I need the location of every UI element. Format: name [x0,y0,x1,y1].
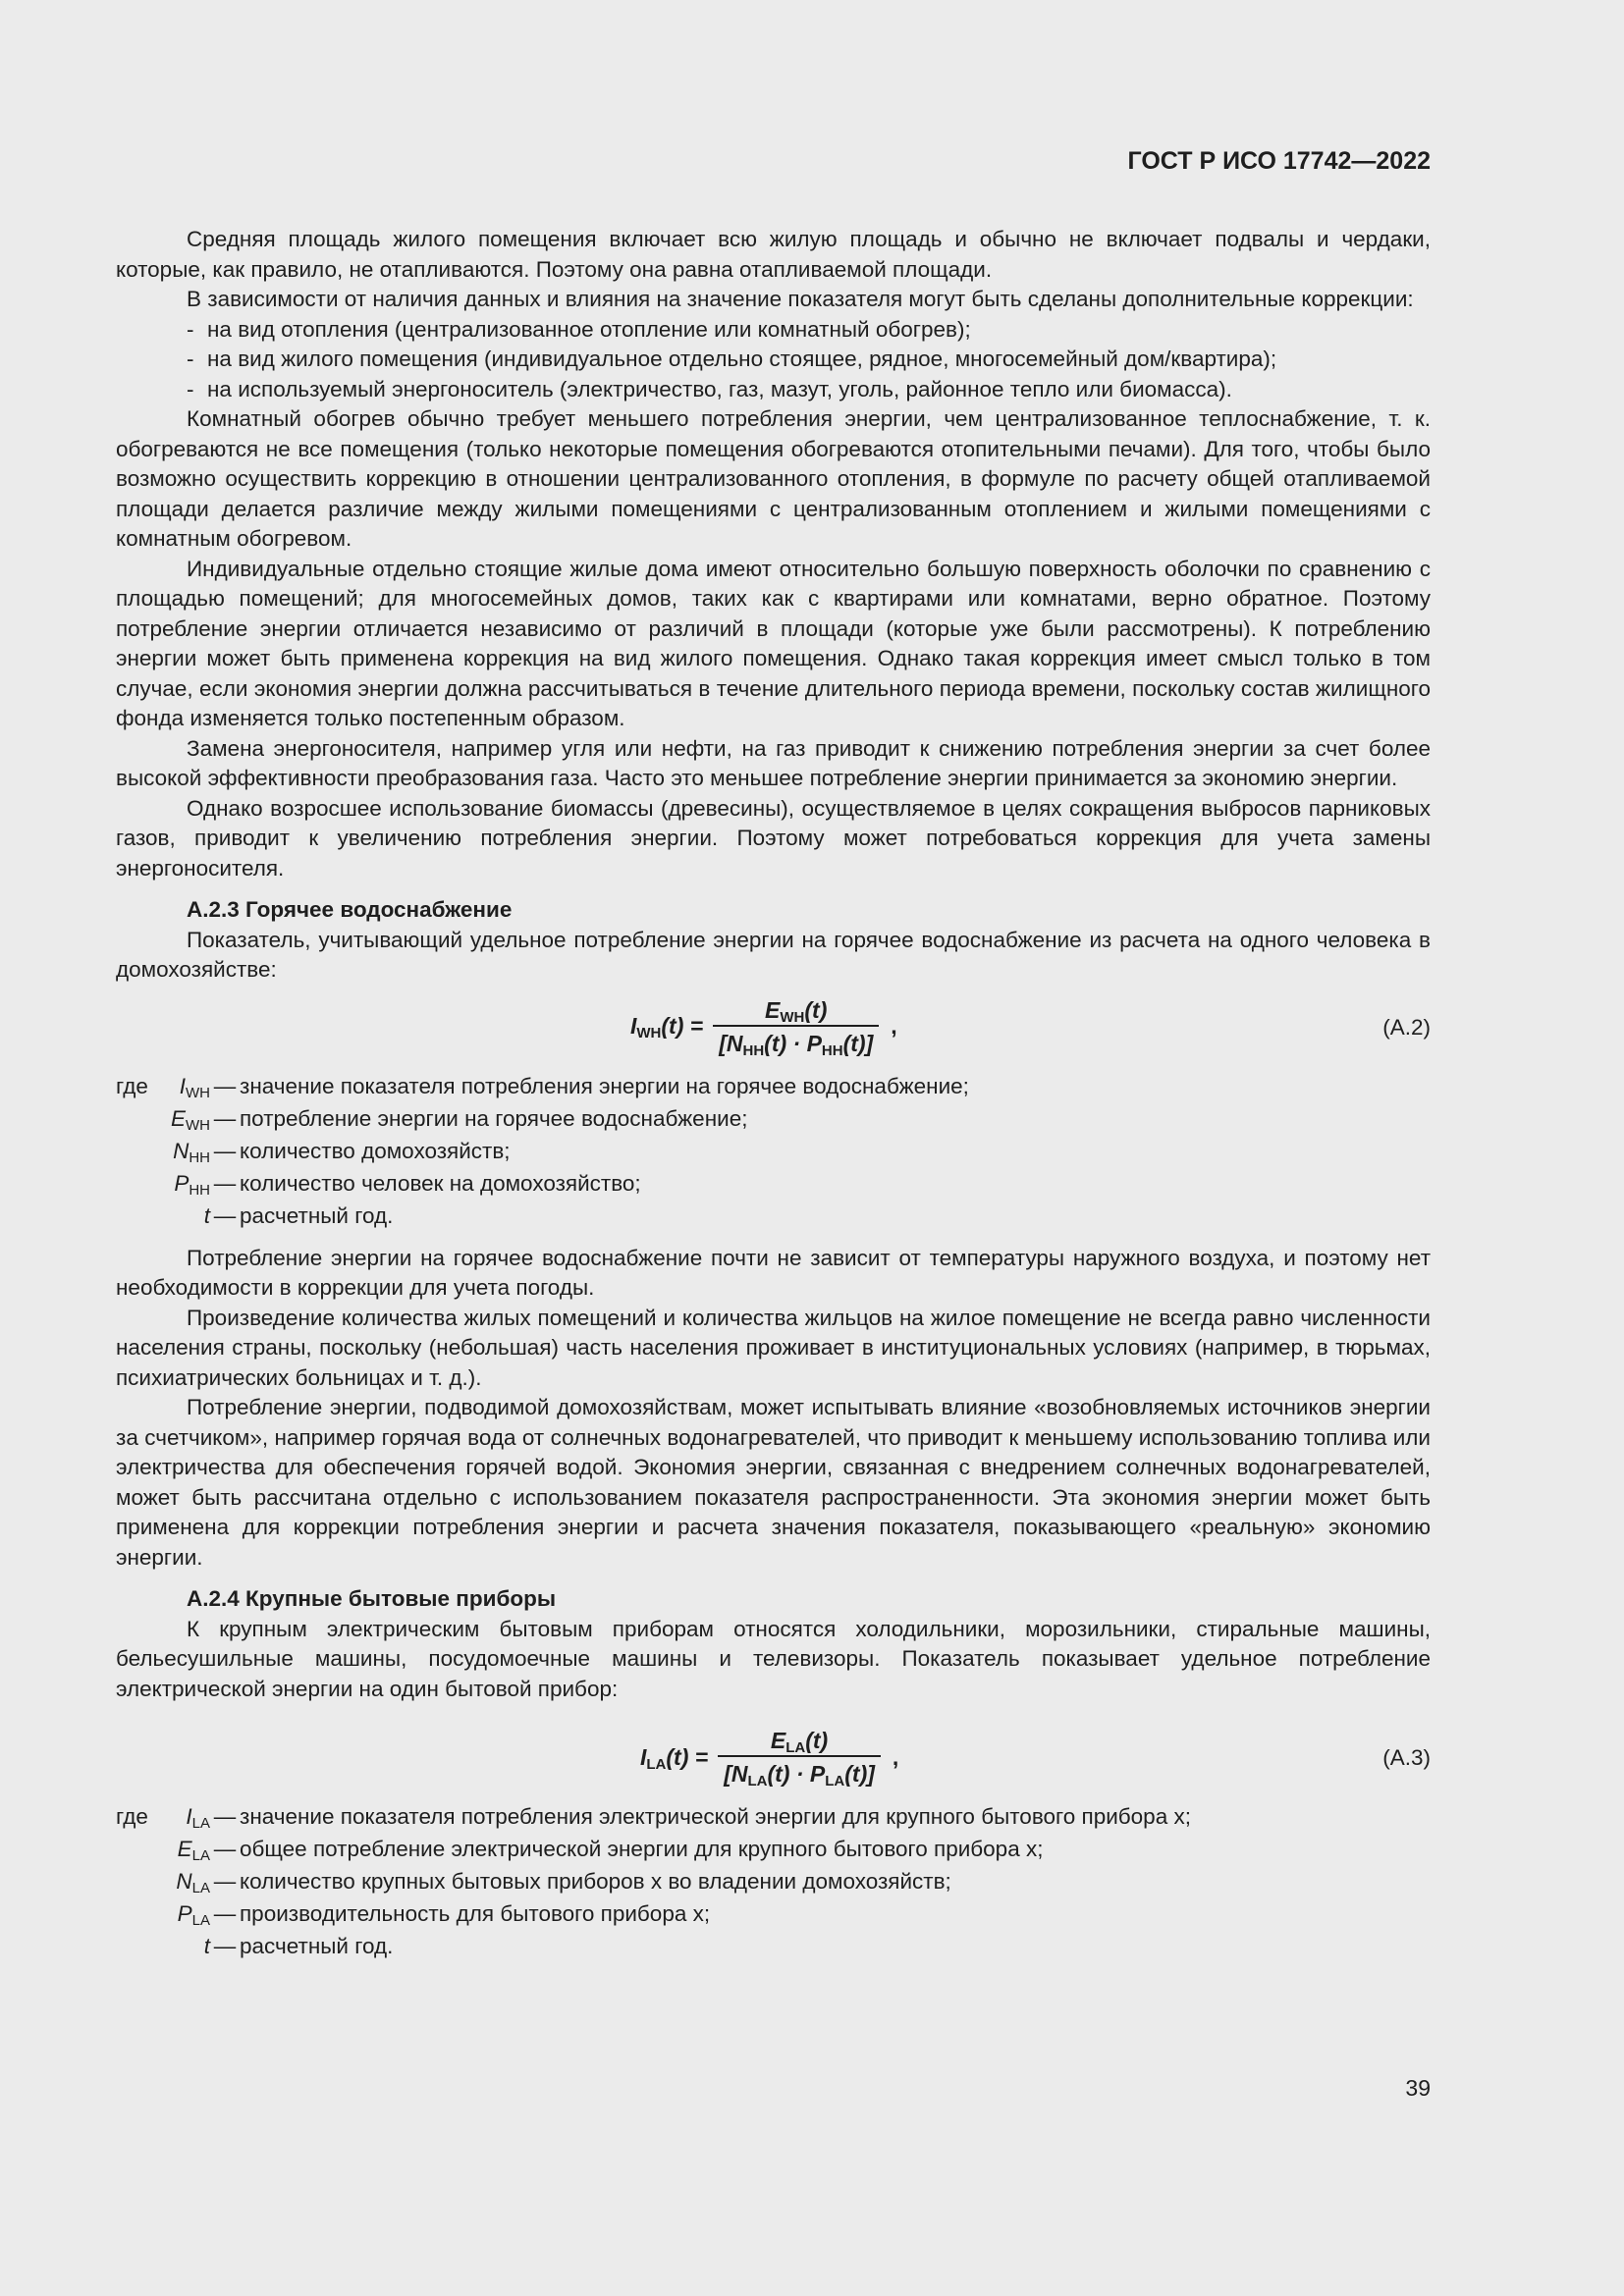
paragraph: Потребление энергии, подводимой домохозяйствам, может испытывать влияние «возобновляемых источников энергии за счетчиком», например горячая вода от солнечных водонагревателей, что приводит к меньшему использованию топлива или электричества для обеспечения горячей водой. Экономия энергии, связанная с внедрением солнечных водонагревателей, может быть рассчитана отдельно с использованием показателя распространенности. Эта экономия энергии может быть применена для коррекции потребления энергии и расчета значения показателя, показывающего «реальную» экономию энергии. [116,1395,1431,1570]
definition-row: t — расчетный год. [203,1202,394,1228]
paragraph: В зависимости от наличия данных и влияния на значение показателя могут быть сделаны дополнительные коррекции: [187,287,1414,311]
paragraph: Однако возросшее использование биомассы (древесины), осуществляемое в целях сокращения выбросов парниковых газов, приводит к увеличению потребления энергии. Поэтому может потребоваться коррекция для учета замены энергоносителя. [116,795,1431,881]
list-item: - на вид жилого помещения (индивидуальное отдельно стоящее, рядное, многосемейный дом/квартира); [187,347,1277,371]
formula-expression: $I_{LA}(t)$ = $\frac{E_{LA}(t)}{[N_{LA}(t) \cdot P_{LA}(t)]}$ , [640,1728,899,1789]
definition-row: $P_{LA}$ — производительность для бытового прибора x; [177,1901,711,1929]
formula-a2 [116,995,1431,1062]
page-number: 39 [1405,2075,1431,2101]
paragraph: Комнатный обогрев обычно требует меньшего потребления энергии, чем централизованное теплоснабжение, т. к. обогреваются не все помещения (только некоторые помещения обогреваются отопительными печами). Для того, чтобы было возможно осуществить коррекцию в отношении централизованного отопления, в формуле по расчету общей отапливаемой площади делается различие между жилыми помещениями с централизованным отоплением и жилыми помещениями с комнатным обогревом. [116,406,1431,551]
section-heading: А.2.3 Горячее водоснабжение [187,897,513,922]
definition-row: $P_{HH}$ — количество человек на домохозяйство; [174,1170,641,1199]
paragraph: Индивидуальные отдельно стоящие жилые дома имеют относительно большую поверхность оболочки по сравнению с площадью помещений; для многосемейных домов, таких как с квартирами или комнатами, верно обратное. Поэтому потребление энергии отличается независимо от различий в площади (которые уже были рассмотрены). К потреблению энергии может быть применена коррекция на вид жилого помещения. Однако такая коррекция имеет смысл только в том случае, если экономия энергии должна рассчитываться в течение длительного периода времени, поскольку состав жилищного фонда изменяется только постепенным образом. [116,556,1431,730]
paragraph: Средняя площадь жилого помещения включает всю жилую площадь и обычно не включает подвалы и чердаки, которые, как правило, не отапливаются. Поэтому она равна отапливаемой площади. [116,227,1431,282]
formula-number: (А.3) [1382,1745,1431,1770]
paragraph: Потребление энергии на горячее водоснабжение почти не зависит от температуры наружного воздуха, и поэтому нет необходимости в коррекции для учета погоды. [116,1245,1431,1300]
paragraph: Произведение количества жилых помещений и количества жильцов на жилое помещение не всегда равно численности населения страны, поскольку (небольшая) часть населения проживает в институциональных условиях (например, в тюрьмах, психиатрических больницах и т. д.). [116,1305,1431,1390]
paragraph: Показатель, учитывающий удельное потребление энергии на горячее водоснабжение из расчета на одного человека в домохозяйстве: [116,927,1431,982]
document-body [116,225,1431,1962]
formula-expression: $I_{WH}(t)$ = $\frac{E_{WH}(t)}{[N_{HH}(t) \cdot P_{HH}(t)]}$ , [630,996,897,1059]
formula-definitions [116,1800,1431,1962]
definition-row: t — расчетный год. [203,1934,394,1958]
list-item: - на вид отопления (централизованное отопление или комнатный обогрев); [187,316,971,342]
document-header: ГОСТ Р ИСО 17742—2022 [1127,147,1431,175]
definition-row: $E_{WH}$ — потребление энергии на горячее водоснабжение; [170,1105,748,1134]
definition-row: $N_{LA}$ — количество крупных бытовых приборов x во владении домохозяйств; [176,1869,951,1896]
definition-row: $N_{HH}$ — количество домохозяйств; [173,1138,511,1166]
list-item: - на используемый энергоноситель (электричество, газ, мазут, уголь, районное тепло или биомасса). [187,376,1232,401]
formula-a3 [116,1726,1431,1792]
section-heading: А.2.4 Крупные бытовые приборы [187,1586,557,1611]
formula-definitions [116,1070,1431,1232]
definition-row: где $I_{WH}$ — значение показателя потребления энергии на горячее водоснабжение; [116,1073,969,1101]
definition-row: $E_{LA}$ — общее потребление электрической энергии для крупного бытового прибора x; [177,1837,1044,1864]
paragraph: Замена энергоносителя, например угля или нефти, на газ приводит к снижению потребления энергии за счет более высокой эффективности преобразования газа. Часто это меньшее потребление энергии принимается за экономию энергии. [116,735,1431,790]
formula-number: (А.2) [1382,1014,1431,1040]
paragraph: К крупным электрическим бытовым приборам относятся холодильники, морозильники, стиральные машины, бельесушильные машины, посудомоечные машины и телевизоры. Показатель показывает удельное потребление электрической энергии на один бытовой прибор: [116,1616,1431,1701]
definition-row: где $I_{LA}$ — значение показателя потребления электрической энергии для крупного бытового прибора x; [116,1804,1191,1832]
